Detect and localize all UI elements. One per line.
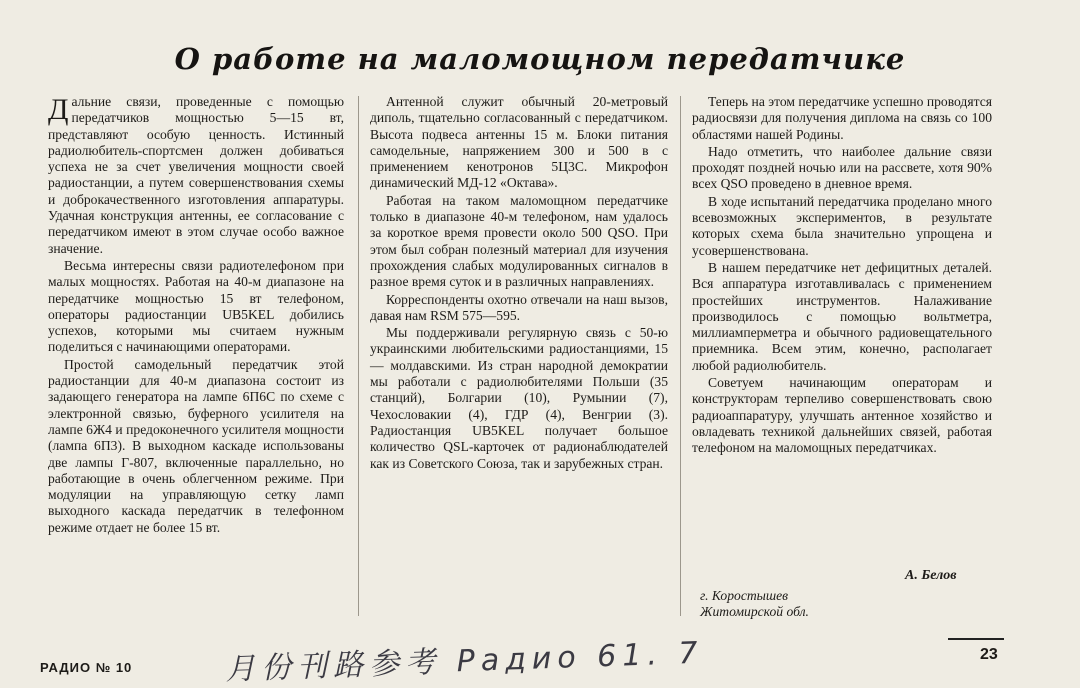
location-line: Житомирской обл. (700, 604, 809, 619)
magazine-issue-label: РАДИО № 10 (40, 660, 133, 675)
article-column-1 (48, 94, 344, 536)
paragraph: Советуем начинающим операторам и конструкторам терпеливо совершенствовать свою радиоаппаратуру, улучшать антенное хозяйство и овладевать техникой дальнейших связей, работая телефоном на маломощных передатчиках. (692, 375, 992, 456)
author-location (700, 588, 809, 620)
paragraph: В ходе испытаний передатчика проделано много всевозможных экспериментов, в результате которых схема была значительно упрощена и усовершенствована. (692, 193, 992, 258)
article-column-3 (692, 94, 992, 457)
drop-cap: Д (48, 93, 69, 126)
paragraph: В нашем передатчике нет дефицитных деталей. Вся аппаратура изготавливалась с применением простейших инструментов. Налаживание производилось с помощью вольтметра, миллиамперметра и обычного радиовещательного приемника. Всем этим, конечно, располагает любой радиолюбитель. (692, 259, 992, 373)
paragraph: Мы поддерживали регулярную связь с 50-ю украинскими любительскими радиостанциями, 15 — молдавскими. Из стран народной демократии мы работали с радиолюбителями Польши (35 станций), Болгарии (10), Румынии (7), Чехословакии (4), ГДР (4), Венгрии (3). Радиостанция UB5KEL получает большое количество QSL-карточек от радионаблюдателей как из Советского Союза, так и зарубежных стран. (370, 325, 668, 471)
paragraph: Весьма интересны связи радиотелефоном при малых мощностях. Работая на 40-м диапазоне на передатчике мощностью 15 вт телефоном, операторы радиостанции UB5KEL добились успехов, которыми мы считаем нужным поделиться с начинающими операторами. (48, 257, 344, 355)
page-number: 23 (980, 646, 998, 663)
column-divider (358, 96, 359, 616)
paragraph: Антенной служит обычный 20-метровый диполь, тщательно согласованный с передатчиком. Высота подвеса антенны 15 м. Блоки питания самодельные, напряжением 300 и 500 в с применением кенотронов 5Ц3С. Микрофон динамический МД-12 «Октава». (370, 94, 668, 191)
paragraph: Надо отметить, что наиболее дальние связи проходят поздней ночью или на рассвете, хотя 90% всех QSO проведено в дневное время. (692, 143, 992, 192)
location-line: г. Коростышев (700, 588, 789, 603)
article-title: О работе на маломощном передатчике (174, 42, 906, 76)
paragraph-text: альние связи, проведенные с помощью передатчиков мощностью 5—15 вт, представляют особую ценность. Истинный радиолюбитель-спортсмен должен добиваться успеха не за счет увеличения мощности своей радиостанции, а путем совершенствования схемы и доброкачественного изготовления аппаратуры. Удачная конструкция антенны, ее согласование с передатчиком имеют в этом случае особо важное значение. (48, 94, 344, 256)
article-column-2 (370, 94, 668, 472)
paragraph: Работая на таком маломощном передатчике только в диапазоне 40-м телефоном, нам удалось за короткое время провести около 500 QSO. При этом был собран полезный материал для изучения прохождения слабых модулированных сигналов в разное время суток и в различных направлениях. (370, 192, 668, 290)
paragraph: Теперь на этом передатчике успешно проводятся радиосвязи для получения диплома на связь со 100 областями нашей Родины. (692, 94, 992, 142)
author-signature: А. Белов (905, 568, 957, 583)
handwritten-note: 月份刊路参考 Радио 61. 7 (224, 635, 705, 688)
paragraph: Простой самодельный передатчик этой радиостанции для 40-м диапазона состоит из задающего генератора на лампе 6П6С по схеме с электронной связью, буферного усилителя на лампе 6Ж4 и предоконечного усилителя мощности (лампа 6П3). В выходном каскаде использованы две лампы Г-807, включенные параллельно, но работающие в очень облегченном режиме. При модуляции на управляющую сетку ламп выходного каскада передатчик в телефонном режиме отдает не более 15 вт. (48, 356, 344, 535)
page-number-rule (948, 638, 1004, 640)
paragraph (48, 94, 344, 257)
paragraph: Корреспонденты охотно отвечали на наш вызов, давая нам RSM 575—595. (370, 291, 668, 323)
column-divider (680, 96, 681, 616)
